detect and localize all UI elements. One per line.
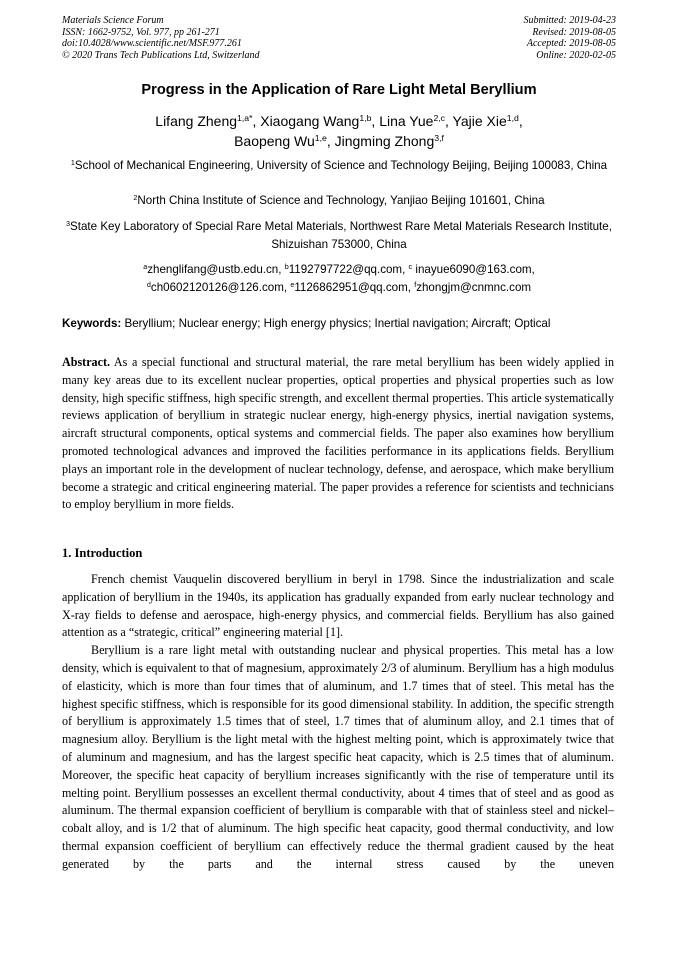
author: Yajie Xie$^{1,d}$ bbox=[452, 113, 519, 129]
author-list: Lifang Zheng$^{1,a*}$, Xiaogang Wang$^{1,b}$, Lina Yue$^{2,c}$, Yajie Xie$^{1,d}$, Baopeng Wu$^{1,e}$, Jingming Zhong$^{3,f}$ bbox=[155, 113, 523, 149]
abstract-text: As a special functional and structural material, the rare metal beryllium has been widely applied in many key areas due to its excellent nuclear properties, optical properties and physical properties such as low density, high specific stiffness, high specific strength, and excellent thermal properties. This article systematically reviews application of beryllium in strategic nuclear energy, high-energy physics, inertial navigation systems, aircraft structural components, optical systems and commercial fields. The paper also examines how beryllium promoted technological advances and improved the facilities performance in its applications fields. Beryllium plays an important role in the development of nuclear technology, defense, and aerospace, which make beryllium become a strategic and critical engineering material. The paper provides a reference for scientists and technicians to employ beryllium in more fields. bbox=[62, 355, 614, 512]
revised-date: Revised: 2019-08-05 bbox=[532, 26, 616, 38]
email-list: $^a$zhenglifang@ustb.edu.cn, $^b$1192797722@qq.com, $^c$ inayue6090@163.com, $^d$ch0602120126@126.com, $^e$1126862951@qq.com, $^f$zhongjm@cnmnc.com bbox=[143, 262, 535, 294]
email-link[interactable]: inayue6090@163.com, bbox=[412, 263, 535, 276]
introduction-body bbox=[62, 571, 614, 874]
copyright-line: © 2020 Trans Tech Publications Ltd, Switzerland bbox=[62, 49, 260, 61]
doi-line: doi:10.4028/www.scientific.net/MSF.977.261 bbox=[62, 38, 242, 50]
journal-name: Materials Science Forum bbox=[62, 15, 164, 26]
dates-header bbox=[524, 15, 617, 61]
paragraph: French chemist Vauquelin discovered beryllium in beryl in 1798. Since the industrialization and scale application of beryllium in the 1940s, its application has gradually expanded from early nuclear technology and X-ray fields to defense and aerospace, high-energy physics, and commercial fields. Beryllium has also gained attention as a “strategic, critical” engineering material [1]. bbox=[62, 572, 614, 640]
section-heading: 1. Introduction bbox=[62, 546, 143, 560]
email-link[interactable]: 1126862951@qq.com, bbox=[294, 281, 415, 294]
email-link[interactable]: zhenglifang@ustb.edu.cn, bbox=[147, 263, 285, 276]
author: Jingming Zhong$^{3,f}$ bbox=[334, 133, 444, 149]
affiliation-2: $^2$North China Institute of Science and Technology, Yanjiao Beijing 101601, China bbox=[133, 193, 545, 207]
email-link[interactable]: ch0602120126@126.com, bbox=[150, 281, 291, 294]
keywords-label: Keywords: bbox=[62, 317, 122, 330]
paragraph: Beryllium is a rare light metal with outstanding nuclear and physical properties. This metal has a low density, which is equivalent to that of magnesium, approximately 2/3 of aluminum. Beryllium has a high modulus of elasticity, which is more than four times that of aluminum, and 1.7 times that of steel. This metal has the highest specific stiffness, which is responsible for its good dimensional stability. In addition, the specific strength of beryllium is approximately 1.5 times that of steel, 1.7 times that of aluminum alloy, and 2.1 times that of magnesium alloy. Beryllium is the light metal with the highest melting point, which is approximately twice that of aluminum and magnesium, and has the largest specific heat capacity, which is 2.5 times that of aluminum. Moreover, the specific heat capacity of beryllium increases significantly with the rise of temperature until its melting point. Beryllium possesses an excellent thermal conductivity, about 4 times that of steel and as good as aluminum. The thermal expansion coefficient of beryllium is comparable with that of stainless steel and nickel–cobalt alloy, and is 1/2 that of aluminum. The high specific heat capacity, good thermal conductivity, and low thermal expansion coefficient of beryllium can effectively reduce the thermal gradient caused by the heat generated by the parts and the internal stress caused by the uneven bbox=[62, 643, 614, 871]
issn-line: ISSN: 1662-9752, Vol. 977, pp 261-271 bbox=[62, 26, 220, 38]
submitted-date: Submitted: 2019-04-23 bbox=[523, 15, 616, 26]
keywords bbox=[62, 317, 622, 330]
email-link[interactable]: zhongjm@cnmnc.com bbox=[416, 281, 532, 294]
author: Xiaogang Wang$^{1,b}$ bbox=[260, 113, 372, 129]
paper-title: Progress in the Application of Rare Light Metal Beryllium bbox=[141, 82, 537, 98]
keywords-text: Beryllium; Nuclear energy; High energy physics; Inertial navigation; Aircraft; Optical bbox=[121, 317, 551, 330]
author: Baopeng Wu$^{1,e}$ bbox=[234, 133, 327, 149]
accepted-date: Accepted: 2019-08-05 bbox=[526, 38, 616, 50]
abstract-label: Abstract. bbox=[62, 355, 111, 369]
journal-header bbox=[62, 15, 260, 61]
author: Lina Yue$^{2,c}$ bbox=[379, 113, 446, 129]
abstract bbox=[62, 354, 614, 514]
affiliation-1: $^1$School of Mechanical Engineering, University of Science and Technology Beijing, Beijing 100083, China bbox=[70, 158, 608, 172]
online-date: Online: 2020-02-05 bbox=[536, 49, 616, 61]
affiliation-3: $^3$State Key Laboratory of Special Rare Metal Materials, Northwest Rare Metal Materials Research Institute, Shizuishan 753000, China bbox=[66, 219, 612, 251]
email-link[interactable]: 1192797722@qq.com, bbox=[288, 263, 409, 276]
author: Lifang Zheng$^{1,a*}$ bbox=[155, 113, 253, 129]
